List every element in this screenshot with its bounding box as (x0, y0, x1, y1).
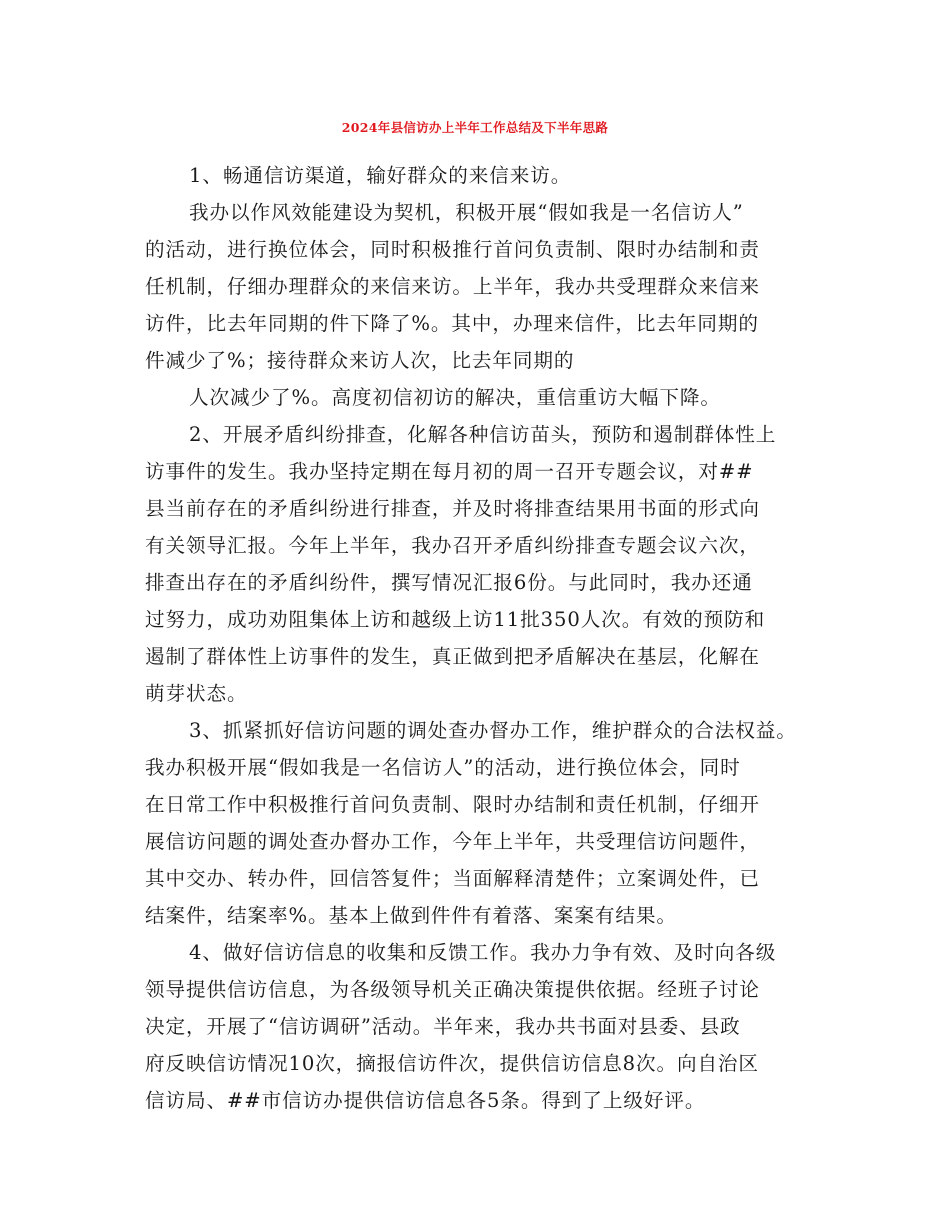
paragraph-line: 的活动，进行换位体会，同时积极推行首问负责制、限时办结制和责 (145, 238, 760, 261)
paragraph-line: 决定，开展了“信访调研”活动。半年来，我办共书面对县委、县政 (145, 1015, 741, 1038)
paragraph-line: 遏制了群体性上访事件的发生，真正做到把矛盾解决在基层，化解在 (145, 645, 760, 668)
paragraph-line: 人次减少了%。高度初信初访的解决，重信重访大幅下降。 (189, 386, 721, 409)
document-title: 2024年县信访办上半年工作总结及下半年思路 (341, 120, 609, 135)
paragraph-line: 我办以作风效能建设为契机，积极开展“假如我是一名信访人” (189, 201, 744, 224)
paragraph-line: 4、做好信访信息的收集和反馈工作。我办力争有效、及时向各级 (189, 941, 777, 964)
paragraph-line: 过努力，成功劝阻集体上访和越级上访11批350人次。有效的预防和 (145, 608, 766, 631)
paragraph-line: 领导提供信访信息，为各级领导机关正确决策提供依据。经班子讨论 (145, 978, 760, 1001)
paragraph-line: 访件，比去年同期的件下降了%。其中，办理来信件，比去年同期的 (145, 312, 759, 335)
paragraph-line: 在日常工作中积极推行首问负责制、限时办结制和责任机制，仔细开 (145, 793, 760, 816)
paragraph-line: 展信访问题的调处查办督办工作，今年上半年，共受理信访问题件， (145, 830, 760, 853)
paragraph-line: 2、开展矛盾纠纷排查，化解各种信访苗头，预防和遏制群体性上 (189, 423, 777, 446)
paragraph-line: 排查出存在的矛盾纠纷件，撰写情况汇报6份。与此同时，我办还通 (145, 571, 753, 594)
paragraph-line: 3、抓紧抓好信访问题的调处查办督办工作，维护群众的合法权益。 (189, 719, 797, 742)
paragraph-line: 其中交办、转办件，回信答复件；当面解释清楚件；立案调处件，已 (145, 867, 760, 890)
paragraph-line: 1、畅通信访渠道，输好群众的来信来访。 (189, 164, 572, 187)
paragraph-line: 府反映信访情况10次，摘报信访件次，提供信访信息8次。向自治区 (145, 1052, 759, 1075)
paragraph-line: 件减少了%；接待群众来访人次，比去年同期的 (145, 349, 575, 372)
paragraph-line: 萌芽状态。 (145, 682, 248, 705)
paragraph-line: 有关领导汇报。今年上半年，我办召开矛盾纠纷排查专题会议六次， (145, 534, 760, 557)
paragraph-line: 县当前存在的矛盾纠纷进行排查，并及时将排查结果用书面的形式向 (145, 497, 760, 520)
paragraph-line: 我办积极开展“假如我是一名信访人”的活动，进行换位体会，同时 (145, 756, 741, 779)
paragraph-line: 信访局、##市信访办提供信访信息各5条。得到了上级好评。 (145, 1089, 706, 1112)
paragraph-line: 结案件，结案率%。基本上做到件件有着落、案案有结果。 (145, 904, 677, 927)
paragraph-line: 任机制，仔细办理群众的来信来访。上半年，我办共受理群众来信来 (145, 275, 760, 298)
paragraph-line: 访事件的发生。我办坚持定期在每月初的周一召开专题会议，对## (145, 460, 754, 483)
